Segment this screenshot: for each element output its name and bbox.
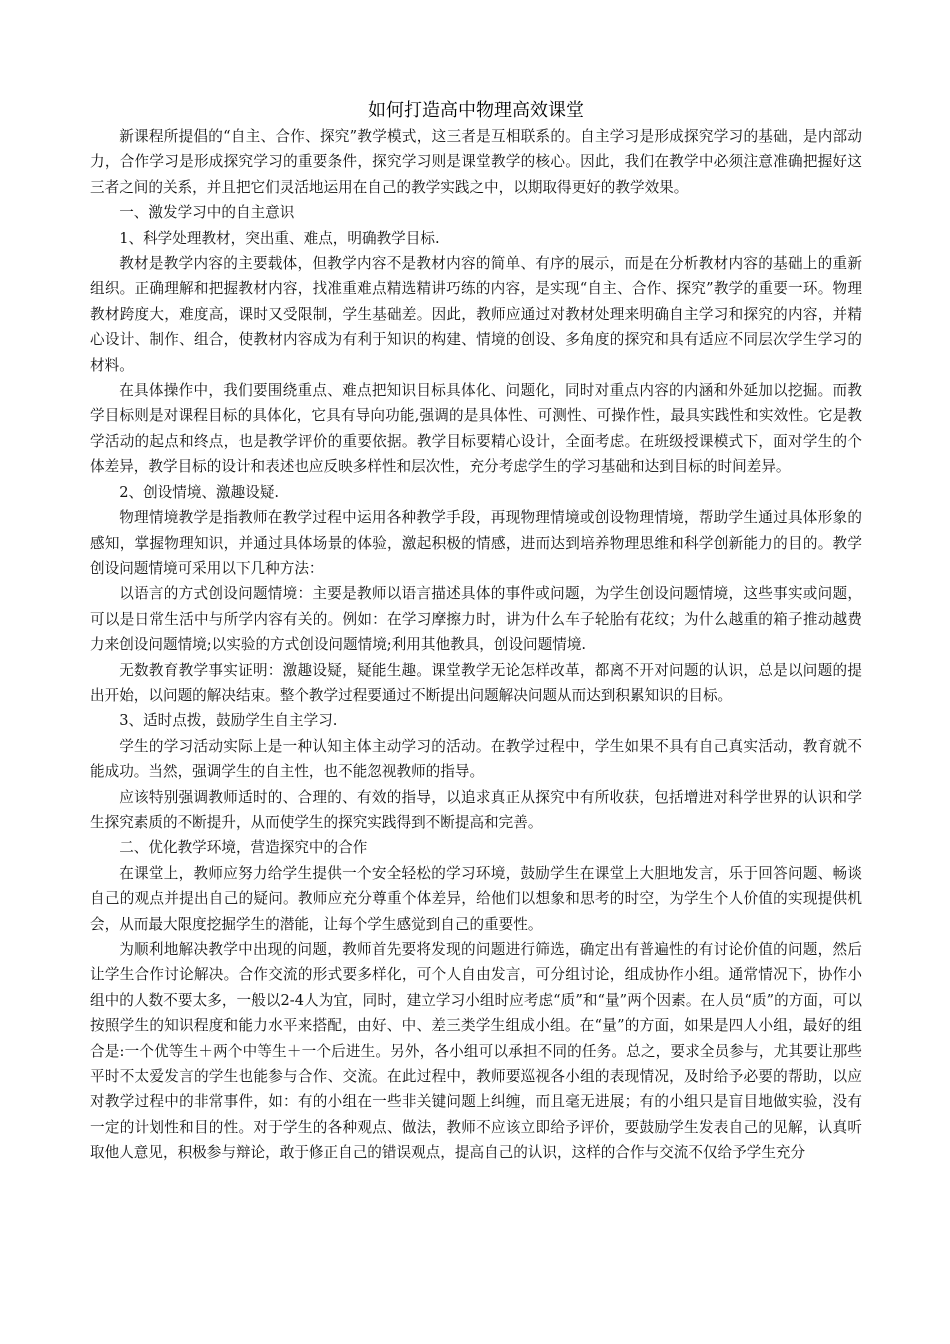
document-title: 如何打造高中物理高效课堂 [368, 100, 584, 121]
subsection-heading-1-3: 3、适时点拨，鼓励学生自主学习. [119, 712, 338, 730]
document-page [90, 98, 862, 1166]
subsection-heading-1-1: 1、科学处理教材，突出重、难点，明确教学目标. [119, 229, 440, 247]
section-heading-2: 二、优化教学环境，营造探究中的合作 [119, 839, 368, 857]
paragraph: 为顺利地解决教学中出现的问题，教师首先要将发现的问题进行筛选，确定出有普遍性的有讨论价值的问题，然后让学生合作讨论解决。合作交流的形式要多样化，可个人自由发言，可分组讨论，组成协作小组。通常情况下，协作小组中的人数不要太多，一般以2-4人为宜，同时，建立学习小组时应考虑“质”和“量”两个因素。在人员“质”的方面，可以按照学生的知识程度和能力水平来搭配，由好、中、差三类学生组成小组。在“量”的方面，如果是四人小组，最好的组合是:一个优等生＋两个中等生＋一个后进生。另外，各小组可以承担不同的任务。总之，要求全员参与，尤其要让那些平时不太爱发言的学生也能参与合作、交流。在此过程中，教师要巡视各小组的表现情况，及时给予必要的帮助，以应对教学过程中的非常事件，如：有的小组在一些非关键问题上纠缠，而且毫无进展；有的小组只是盲目地做实验，没有一定的计划性和目的性。对于学生的各种观点、做法，教师不应该立即给予评价，要鼓励学生发表自己的见解，认真听取他人意见，积极参与辩论，敢于修正自己的错误观点，提高自己的认识，这样的合作与交流不仅给予学生充分 [90, 941, 862, 1162]
paragraph: 应该特别强调教师适时的、合理的、有效的指导，以追求真正从探究中有所收获，包括增进对科学世界的认识和学生探究素质的不断提升，从而使学生的探究实践得到不断提高和完善。 [90, 788, 862, 831]
section-heading-1: 一、激发学习中的自主意识 [119, 204, 295, 222]
paragraph: 物理情境教学是指教师在教学过程中运用各种教学手段，再现物理情境或创设物理情境，帮助学生通过具体形象的感知，掌握物理知识，并通过具体场景的体验，激起积极的情感，进而达到培养物理思维和科学创新能力的目的。教学创设问题情境可采用以下几种方法： [90, 509, 862, 577]
paragraph-intro: 新课程所提倡的“自主、合作、探究”教学模式，这三者是互相联系的。自主学习是形成探究学习的基础，是内部动力，合作学习是形成探究学习的重要条件，探究学习则是课堂教学的核心。因此，我们在教学中必须注意准确把握好这三者之间的关系，并且把它们灵活地运用在自己的教学实践之中，以期取得更好的教学效果。 [90, 128, 862, 196]
paragraph: 学生的学习活动实际上是一种认知主体主动学习的活动。在教学过程中，学生如果不具有自己真实活动，教育就不能成功。当然，强调学生的自主性，也不能忽视教师的指导。 [90, 737, 862, 781]
paragraph: 在课堂上，教师应努力给学生提供一个安全轻松的学习环境，鼓励学生在课堂上大胆地发言，乐于回答问题、畅谈自己的观点并提出自己的疑问。教师应充分尊重个体差异，给他们以想象和思考的时空，为学生个人价值的实现提供机会，从而最大限度挖掘学生的潜能，让每个学生感觉到自己的重要性。 [90, 864, 862, 933]
paragraph: 无数教育教学事实证明：激趣设疑，疑能生趣。课堂教学无论怎样改革，都离不开对问题的认识，总是以问题的提出开始，以问题的解决结束。整个教学过程要通过不断提出问题解决问题从而达到积累知识的目标。 [90, 661, 862, 704]
paragraph: 以语言的方式创设问题情境：主要是教师以语言描述具体的事件或问题，为学生创设问题情境，这些事实或问题，可以是日常生活中与所学内容有关的。例如：在学习摩擦力时，讲为什么车子轮胎有花纹；为什么越重的箱子推动越费力来创设问题情境;以实验的方式创设问题情境;利用其他教具，创设问题情境. [90, 585, 862, 654]
subsection-heading-1-2: 2、创设情境、激趣设疑. [119, 483, 280, 501]
paragraph: 教材是教学内容的主要载体，但教学内容不是教材内容的简单、有序的展示，而是在分析教材内容的基础上的重新组织。正确理解和把握教材内容，找准重难点精选精讲巧练的内容，是实现“自主、合作、探究”教学的重要一环。物理教材跨度大，难度高，课时又受限制，学生基础差。因此，教师应通过对教材处理来明确自主学习和探究的内容，并精心设计、制作、组合，使教材内容成为有利于知识的构建、情境的创设、多角度的探究和具有适应不同层次学生学习的材料。 [90, 255, 862, 374]
paragraph: 在具体操作中，我们要围绕重点、难点把知识目标具体化、问题化，同时对重点内容的内涵和外延加以挖掘。而教学目标则是对课程目标的具体化，它具有导向功能,强调的是具体性、可测性、可操作性，最具实践性和实效性。它是教学活动的起点和终点，也是教学评价的重要依据。教学目标要精心设计，全面考虑。在班级授课模式下，面对学生的个体差异，教学目标的设计和表述也应反映多样性和层次性，充分考虑学生的学习基础和达到目标的时间差异。 [90, 382, 862, 476]
